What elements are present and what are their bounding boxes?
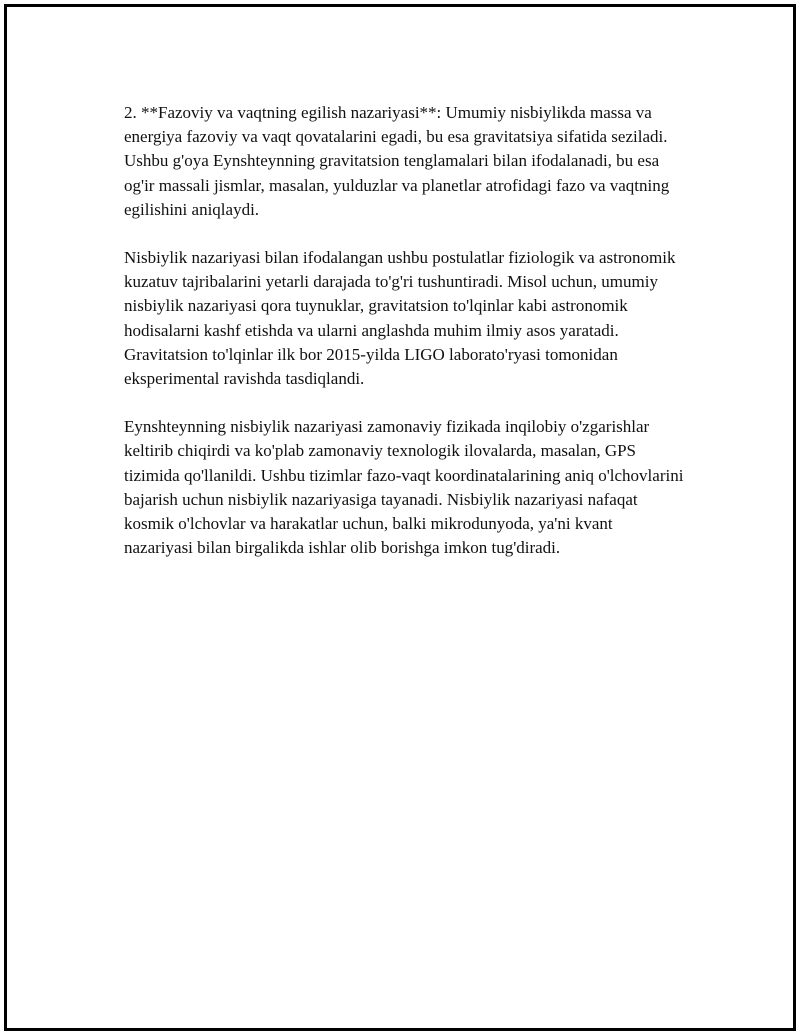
paragraph-3: Eynshteynning nisbiylik nazariyasi zamonaviy fizikada inqilobiy o'zgarishlar keltirib chiqirdi va ko'plab zamonaviy texnologik ilovalarda, masalan, GPS tizimida qo'llanildi. Ushbu tizimlar fazo-vaqt koordinatalarining aniq o'lchovlarini bajarish uchun nisbiylik nazariyasiga tayanadi. Nisbiylik nazariyasi nafaqat kosmik o'lchovlar va harakatlar uchun, balki mikrodunyoda, ya'ni kvant nazariyasi bilan birgalikda ishlar olib borishga imkon tug'diradi.: [124, 417, 684, 558]
page-frame: [4, 4, 796, 1031]
paragraph-2: Nisbiylik nazariyasi bilan ifodalangan ushbu postulatlar fiziologik va astronomik kuzatuv tajribalarini yetarli darajada to'g'ri tushuntiradi. Misol uchun, umumiy nisbiylik nazariyasi qora tuynuklar, gravitatsion to'lqinlar kabi astronomik hodisalarni kashf etishda va ularni anglashda muhim ilmiy asos yaratadi. Gravitatsion to'lqinlar ilk bor 2015-yilda LIGO laborato'ryasi tomonidan eksperimental ravishda tasdiqlandi.: [124, 248, 676, 389]
document-body: [124, 101, 684, 584]
paragraph-1: 2. **Fazoviy va vaqtning egilish nazariyasi**: Umumiy nisbiylikda massa va energiya fazoviy va vaqt qovatalarini egadi, bu esa gravitatsiya sifatida seziladi. Ushbu g'oya Eynshteynning gravitatsion tenglamalari bilan ifodalanadi, bu esa og'ir massali jismlar, masalan, yulduzlar va planetlar atrofidagi fazo va vaqtning egilishini aniqlaydi.: [124, 103, 670, 219]
